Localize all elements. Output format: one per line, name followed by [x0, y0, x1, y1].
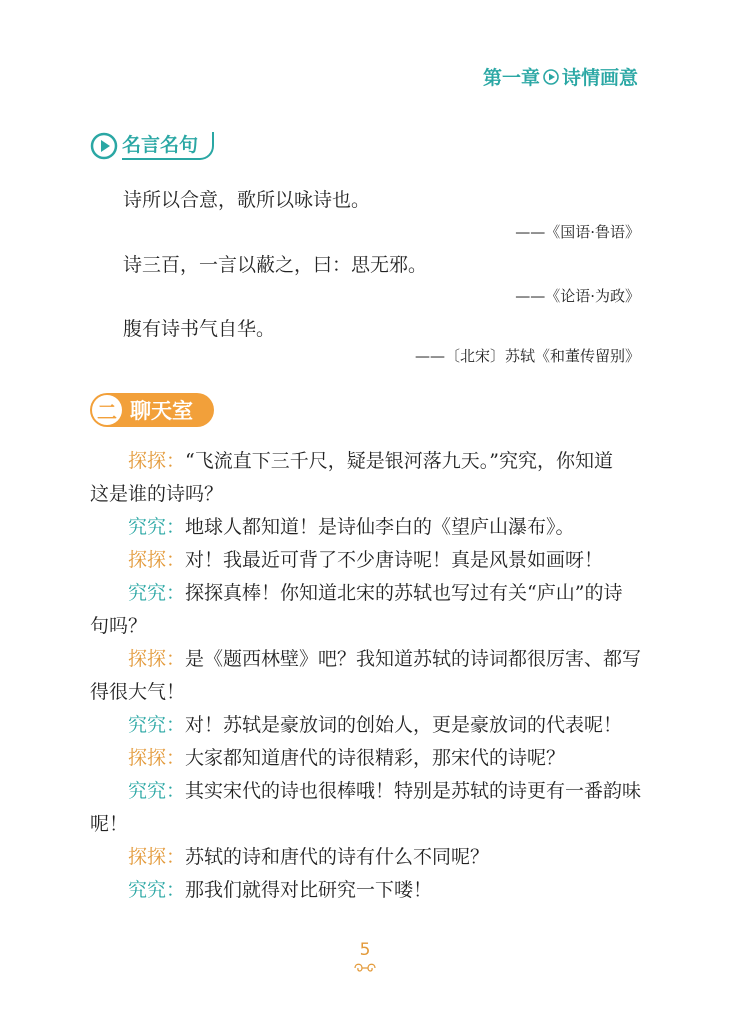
- page-number: 5: [359, 940, 371, 960]
- speaker-tan: 探探：: [128, 648, 186, 670]
- quote-text: 诗三百，一言以蔽之，曰：思无邪。: [123, 254, 428, 276]
- speaker-tan: 探探：: [128, 747, 186, 769]
- quote-source: ——〔北宋〕苏轼《和董传留别》: [414, 347, 640, 365]
- chapter-title: 诗情画意: [561, 67, 638, 89]
- dialogue-line: 究究：探探真棒！你知道北宋的苏轼也写过有关“庐山”的诗: [128, 582, 623, 604]
- section-number: 二: [92, 395, 122, 425]
- quote-text: 诗所以合意，歌所以咏诗也。: [123, 189, 371, 211]
- chapter-label: 第一章: [482, 67, 540, 89]
- play-triangle-icon: [543, 69, 559, 85]
- chat-section-label: 聊天室: [130, 399, 193, 423]
- quote-source: ——《国语·鲁语》: [515, 223, 640, 241]
- speaker-tan: 探探：: [128, 549, 186, 571]
- play-circle-icon: [90, 132, 118, 160]
- speaker-jiu: 究究：: [128, 879, 186, 901]
- dialogue-line: 探探：对！我最近可背了不少唐诗呢！真是风景如画呀！: [128, 549, 604, 571]
- speaker-jiu: 究究：: [128, 582, 186, 604]
- chapter-header: [483, 63, 638, 90]
- speaker-jiu: 究究：: [128, 714, 186, 736]
- dialogue-line: 探探：是《题西林壁》吧？我知道苏轼的诗词都很厉害、都写: [128, 648, 642, 670]
- dialogue-line: 这是谁的诗吗？: [90, 483, 224, 505]
- dialogue-line: 探探：“飞流直下三千尺，疑是银河落九天。”究究，你知道: [128, 450, 613, 472]
- dialogue-line: 句吗？: [90, 615, 148, 637]
- dialogue-line: 得很大气！: [90, 681, 186, 703]
- quote-source: ——《论语·为政》: [515, 287, 640, 305]
- dialogue-line: 究究：对！苏轼是豪放词的创始人，更是豪放词的代表呢！: [128, 714, 623, 736]
- dialogue-line: 探探：苏轼的诗和唐代的诗有什么不同呢？: [128, 846, 490, 868]
- dialogue-line: 探探：大家都知道唐代的诗很精彩，那宋代的诗呢？: [128, 747, 566, 769]
- speaker-tan: 探探：: [128, 846, 186, 868]
- quote-section-label: 名言名句: [122, 132, 214, 160]
- speaker-jiu: 究究：: [128, 516, 186, 538]
- speaker-jiu: 究究：: [128, 780, 186, 802]
- quote-section-title: [90, 132, 214, 160]
- dialogue-line: 究究：那我们就得对比研究一下喽！: [128, 879, 433, 901]
- chat-section-title: [90, 393, 214, 427]
- quote-text: 腹有诗书气自华。: [123, 318, 276, 340]
- dialogue-line: 呢！: [90, 813, 129, 835]
- dialogue-line: 究究：地球人都知道！是诗仙李白的《望庐山瀑布》。: [128, 516, 575, 538]
- speaker-tan: 探探：: [128, 450, 186, 472]
- dialogue-line: 究究：其实宋代的诗也很棒哦！特别是苏轼的诗更有一番韵味: [128, 780, 642, 802]
- ornament-icon: [353, 962, 377, 974]
